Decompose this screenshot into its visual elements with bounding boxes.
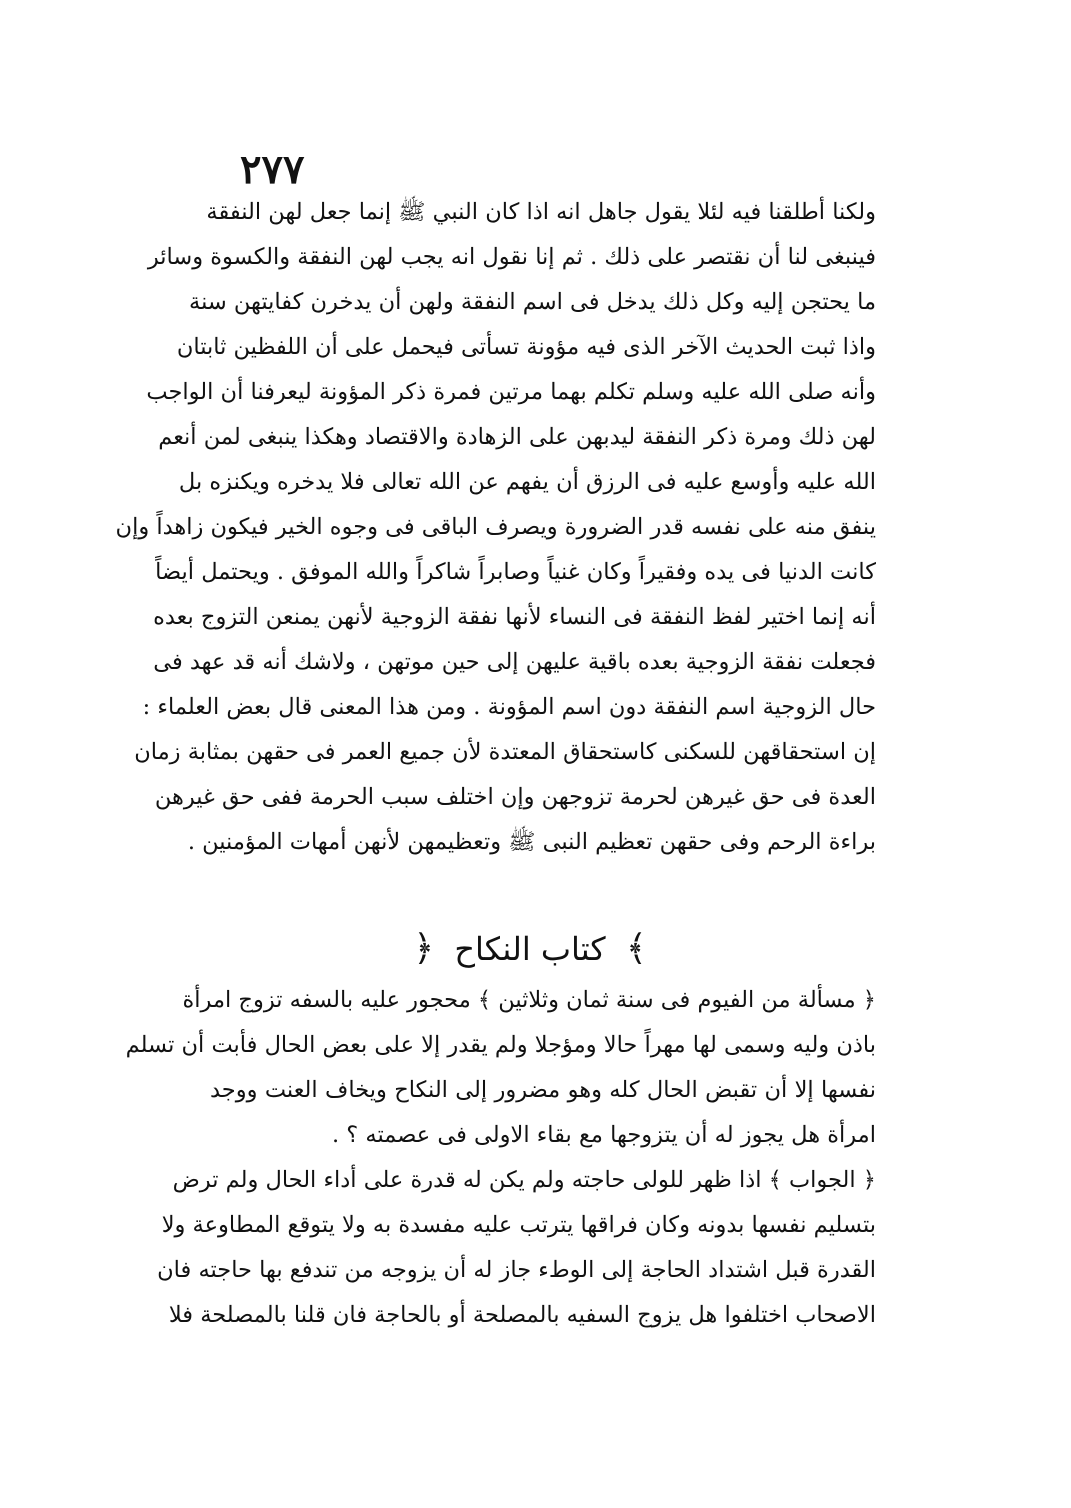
text-line: باذن وليه وسمى لها مهراً حالا ومؤجلا ولم يقدر إلا على بعض الحال فأبت أن تسلم <box>125 1032 876 1058</box>
text-line: بتسليم نفسها بدونه وكان فراقها يترتب عليه مفسدة به ولا يتوقع المطاوعة ولا <box>161 1212 876 1238</box>
text-line: امرأة هل يجوز له أن يتزوجها مع بقاء الاولى فى عصمته ؟ . <box>332 1122 876 1148</box>
text-line: وأنه صلى الله عليه وسلم تكلم بهما مرتين فمرة ذكر المؤونة ليعرفنا أن الواجب <box>146 379 876 405</box>
ornament-bracket-close: ﴿ <box>413 927 435 969</box>
text-line: واذا ثبت الحديث الآخر الذى فيه مؤونة تسأتى فيحمل على أن اللفظين ثابتان <box>176 334 876 360</box>
text-line: أنه إنما اختير لفظ النفقة فى النساء لأنها نفقة الزوجية لأنهن يمنعن التزوج بعده <box>153 604 876 630</box>
section-title-text: كتاب النكاح <box>454 929 606 968</box>
text-line: العدة فى حق غيرهن لحرمة تزوجهن وإن اختلف سبب الحرمة ففى حق غيرهن <box>154 784 876 810</box>
text-line: فجعلت نفقة الزوجية بعده باقية عليهن إلى حين موتهن ، ولاشك أنه قد عهد فى <box>153 649 876 675</box>
text-line: لهن ذلك ومرة ذكر النفقة ليدبهن على الزهادة والاقتصاد وهكذا ينبغى لمن أنعم <box>158 424 876 450</box>
text-line: ما يحتجن إليه وكل ذلك يدخل فى اسم النفقة ولهن أن يدخرن كفايتهن سنة <box>189 289 876 315</box>
text-line: الاصحاب اختلفوا هل يزوج السفيه بالمصلحة أو بالحاجة فان قلنا بالمصلحة فلا <box>168 1302 876 1328</box>
text-line: ولكنا أطلقنا فيه لئلا يقول جاهل انه اذا كان النبي ﷺ إنما جعل لهن النفقة <box>206 199 876 225</box>
page-number: ٢٧٧ <box>240 146 305 193</box>
text-line: حال الزوجية اسم النفقة دون اسم المؤونة . ومن هذا المعنى قال بعض العلماء : <box>142 694 876 720</box>
text-line: الله عليه وأوسع عليه فى الرزق أن يفهم عن الله تعالى فلا يدخره ويكنزه بل <box>178 469 876 495</box>
body-paragraph-1 <box>115 190 876 865</box>
text-line: براءة الرحم وفى حقهن تعظيم النبى ﷺ وتعظيمهن لأنهن أمهات المؤمنين . <box>187 829 876 855</box>
text-line: ينفق منه على نفسه قدر الضرورة ويصرف الباقى فى وجوه الخير فيكون زاهداً وإن <box>115 514 876 540</box>
ornament-bracket-open: ﴾ <box>625 927 647 969</box>
text-line: نفسها إلا أن تقبض الحال كله وهو مضرور إلى النكاح ويخاف العنت ووجد <box>210 1077 876 1103</box>
text-line: ﴿ الجواب ﴾ اذا ظهر للولى حاجته ولم يكن له قدرة على أداء الحال ولم ترض <box>172 1167 876 1193</box>
text-line: ﴿ مسألة من الفيوم فى سنة ثمان وثلاثين ﴾ محجور عليه بالسفه تزوج امرأة <box>182 987 876 1013</box>
section-title <box>400 920 660 972</box>
text-line: إن استحقاقهن للسكنى كاستحقاق المعتدة لأن جميع العمر فى حقهن بمثابة زمان <box>134 739 876 765</box>
text-line: كانت الدنيا فى يده وفقيراً وكان غنياً وصابراً شاكراً والله الموفق . ويحتمل أيضاً <box>155 559 876 585</box>
text-line: القدرة قبل اشتداد الحاجة إلى الوطء جاز له أن يزوجه من تندفع بها حاجته فان <box>157 1257 876 1283</box>
text-line: فينبغى لنا أن نقتصر على ذلك . ثم إنا نقول انه يجب لهن النفقة والكسوة وسائر <box>147 244 876 270</box>
body-paragraph-2 <box>125 978 876 1338</box>
